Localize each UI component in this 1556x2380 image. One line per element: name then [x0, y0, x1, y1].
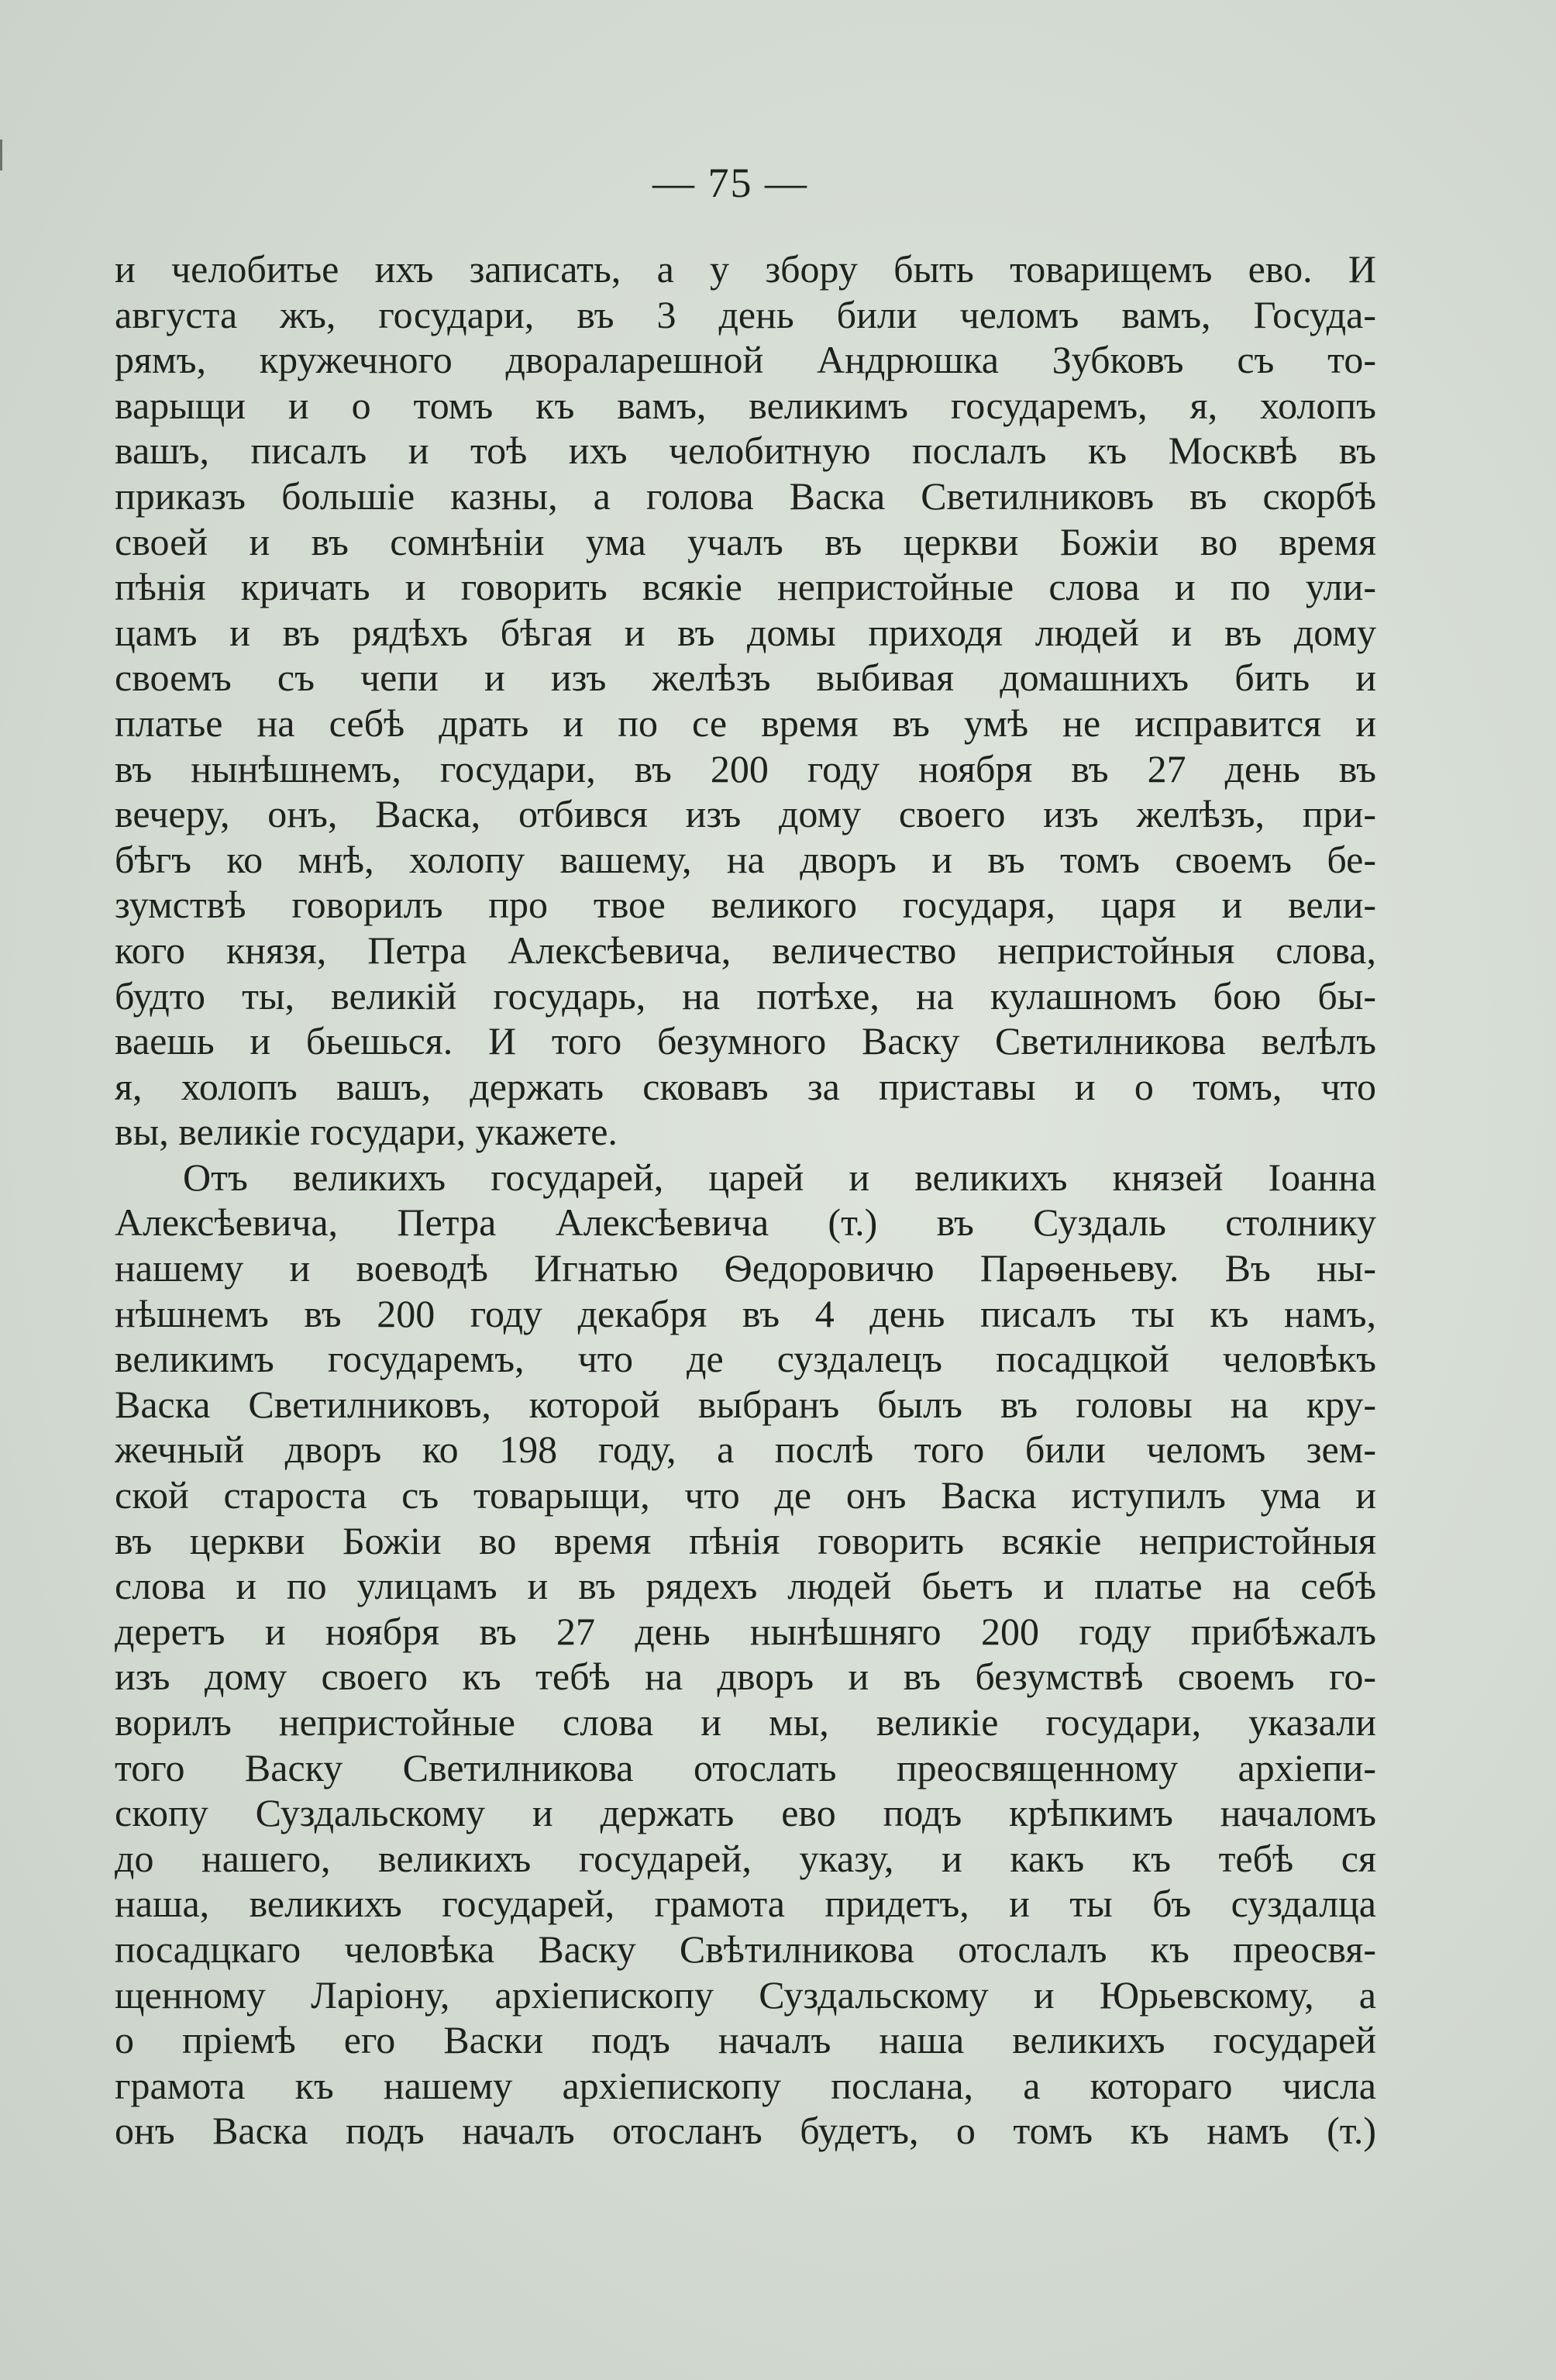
text-line: въ нынѣшнемъ, государи, въ 200 году ноября въ 27 день въ: [115, 746, 1376, 790]
text-line: до нашего, великихъ государей, указу, и какъ къ тебѣ ся: [115, 1836, 1376, 1880]
text-line: приказъ большіе казны, а голова Васка Светилниковъ въ скорбѣ: [115, 474, 1376, 518]
text-line: наша, великихъ государей, грамота придетъ, и ты бъ суздалца: [115, 1882, 1376, 1926]
text-line: вечеру, онъ, Васка, отбився изъ дому своего изъ желѣзъ, при-: [115, 792, 1376, 836]
text-line: щенному Ларіону, архіепископу Суздальскому и Юрьевскому, а: [115, 1972, 1376, 2017]
text-line: о пріемѣ его Васки подъ началъ наша великихъ государей: [115, 2018, 1376, 2062]
text-line: кого князя, Петра Алексѣевича, величество непристойныя слова,: [115, 928, 1376, 972]
text-line: ваешь и бьешься. И того безумного Васку Светилникова велѣлъ: [115, 1019, 1376, 1063]
text-line: и челобитье ихъ записать, а у збору быть товарищемъ ево. И: [115, 247, 1376, 291]
text-line: жечный дворъ ко 198 году, а послѣ того били челомъ зем-: [115, 1428, 1376, 1472]
text-line: Васка Светилниковъ, которой выбранъ былъ въ головы на кру-: [115, 1382, 1376, 1426]
page-number: — 75 —: [652, 160, 808, 206]
text-line: нѣшнемъ въ 200 году декабря въ 4 день писалъ ты къ намъ,: [115, 1291, 1376, 1335]
text-line: ской староста съ товарыщи, что де онъ Васка иступилъ ума и: [115, 1473, 1376, 1517]
text-line: въ церкви Божіи во время пѣнія говорить всякіе непристойныя: [115, 1518, 1376, 1562]
text-line: платье на себѣ драть и по се время въ умѣ не исправится и: [115, 701, 1376, 745]
text-line: рямъ, кружечного двораларешной Андрюшка Зубковъ съ то-: [115, 338, 1376, 382]
text-line: вашъ, писалъ и тоѣ ихъ челобитную послалъ къ Москвѣ въ: [115, 429, 1376, 473]
text-line: изъ дому своего къ тебѣ на дворъ и въ безумствѣ своемъ го-: [115, 1655, 1376, 1699]
text-line: посадцкаго человѣка Васку Свѣтилникова отослалъ къ преосвя-: [115, 1927, 1376, 1971]
text-line: нашему и воеводѣ Игнатью Ѳедоровичю Парѳеньеву. Въ ны-: [115, 1246, 1376, 1290]
text-line: бѣгъ ко мнѣ, холопу вашему, на дворъ и въ томъ своемъ бе-: [115, 837, 1376, 881]
text-line: своемъ съ чепи и изъ желѣзъ выбивая домашнихъ бить и: [115, 656, 1376, 700]
text-line: деретъ и ноября въ 27 день нынѣшняго 200 году прибѣжалъ: [115, 1609, 1376, 1653]
text-line: я, холопъ вашъ, держать сковавъ за приставы и о томъ, что: [115, 1064, 1376, 1108]
body-text: [115, 246, 1376, 2154]
text-line: будто ты, великій государь, на потѣхе, на кулашномъ бою бы-: [115, 973, 1376, 1018]
paragraph-start-line: Отъ великихъ государей, царей и великихъ князей Іоанна: [183, 1155, 1376, 1199]
text-line: скопу Суздальскому и держать ево подъ крѣпкимъ началомъ: [115, 1791, 1376, 1835]
text-line: великимъ государемъ, что де суздалецъ посадцкой человѣкъ: [115, 1337, 1376, 1381]
text-line: грамота къ нашему архіепископу послана, а котораго числа: [115, 2063, 1376, 2107]
text-line: цамъ и въ рядѣхъ бѣгая и въ домы приходя людей и въ дому: [115, 610, 1376, 654]
text-line: своей и въ сомнѣніи ума учалъ въ церкви Божіи во время: [115, 519, 1376, 563]
text-line: онъ Васка подъ началъ отосланъ будетъ, о томъ къ намъ (т.): [115, 2109, 1376, 2153]
text-line: Алексѣевича, Петра Алексѣевича (т.) въ Суздаль столнику: [115, 1200, 1376, 1245]
text-line: варыщи и о томъ къ вамъ, великимъ государемъ, я, холопъ: [115, 383, 1376, 427]
text-line: ворилъ непристойные слова и мы, великіе государи, указали: [115, 1700, 1376, 1744]
text-line: августа жъ, государи, въ 3 день били челомъ вамъ, Госуда-: [115, 292, 1376, 336]
text-line: слова и по улицамъ и въ рядехъ людей бьетъ и платье на себѣ: [115, 1564, 1376, 1608]
text-line: пѣнія кричать и говорить всякіе непристойные слова и по ули-: [115, 565, 1376, 609]
text-line: того Васку Светилникова отослать преосвященному архіепи-: [115, 1745, 1376, 1789]
paragraph-end-line: вы, великіе государи, укажете.: [115, 1110, 618, 1154]
text-line: зумствѣ говорилъ про твое великого государя, царя и вели-: [115, 883, 1376, 927]
